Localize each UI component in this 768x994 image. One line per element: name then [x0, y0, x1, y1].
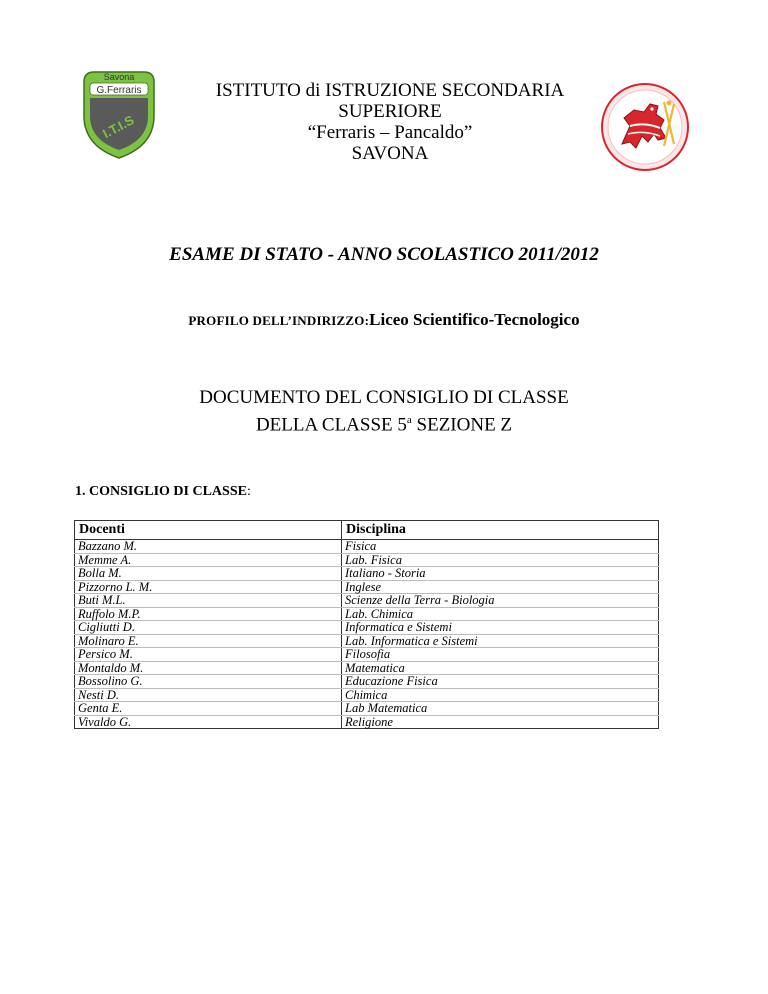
logo-top-text: Savona: [103, 72, 135, 82]
teacher-cell: Cigliutti D.: [75, 621, 342, 635]
table-row: [75, 702, 659, 716]
teacher-cell: Persico M.: [75, 648, 342, 662]
section-colon: :: [246, 484, 251, 499]
institute-line-4: SAVONA: [351, 143, 429, 164]
institute-line-1: ISTITUTO di ISTRUZIONE SECONDARIA: [215, 80, 565, 101]
itis-ferraris-logo: [80, 68, 158, 160]
exam-title: ESAME DI STATO - ANNO SCOLASTICO 2011/2012: [169, 244, 599, 265]
document-line-2-text: DELLA CLASSE 5: [255, 414, 407, 436]
teacher-cell: Bolla M.: [75, 567, 342, 581]
subject-cell: Chimica: [342, 688, 659, 702]
subject-cell: Fisica: [342, 540, 659, 554]
subject-cell: Lab Matematica: [342, 702, 659, 716]
document-line-1: DOCUMENTO DEL CONSIGLIO DI CLASSE: [199, 387, 569, 408]
table-header-row: [75, 521, 659, 540]
subject-cell: Informatica e Sistemi: [342, 621, 659, 635]
document-line-2: [0, 409, 768, 436]
teacher-cell: Genta E.: [75, 702, 342, 716]
table-row: [75, 580, 659, 594]
teacher-cell: Nesti D.: [75, 688, 342, 702]
teacher-cell: Bossolino G.: [75, 675, 342, 689]
table-row: [75, 594, 659, 608]
class-ordinal: a: [406, 414, 412, 426]
class-council-table: [74, 520, 659, 729]
subject-cell: Educazione Fisica: [342, 675, 659, 689]
teacher-cell: Memme A.: [75, 553, 342, 567]
table-row: [75, 688, 659, 702]
subject-cell: Matematica: [342, 661, 659, 675]
profile-line: [0, 310, 768, 330]
section-heading: [75, 484, 251, 500]
institute-heading: [180, 80, 600, 164]
table-row: [75, 648, 659, 662]
lion-crest-icon: [600, 82, 690, 172]
teacher-cell: Ruffolo M.P.: [75, 607, 342, 621]
header-docenti: Docenti: [75, 521, 342, 540]
subject-cell: Inglese: [342, 580, 659, 594]
header-disciplina: Disciplina: [342, 521, 659, 540]
table-row: [75, 621, 659, 635]
teacher-cell: Molinaro E.: [75, 634, 342, 648]
table-row: [75, 553, 659, 567]
teacher-cell: Montaldo M.: [75, 661, 342, 675]
teacher-cell: Bazzano M.: [75, 540, 342, 554]
profile-value: Liceo Scientifico-Tecnologico: [369, 310, 580, 329]
logo-bottom-text: I.T.I.S: [100, 112, 137, 142]
table-row: [75, 715, 659, 729]
document-heading: [0, 387, 768, 436]
subject-cell: Religione: [342, 715, 659, 729]
institute-line-2: SUPERIORE: [338, 101, 442, 122]
profile-label: PROFILO DELL’INDIRIZZO:: [188, 313, 370, 328]
table-row: [75, 567, 659, 581]
logo-middle-text: G.Ferraris: [96, 85, 142, 96]
institute-line-3: “Ferraris – Pancaldo”: [307, 122, 473, 143]
teacher-cell: Buti M.L.: [75, 594, 342, 608]
table-row: [75, 607, 659, 621]
table-row: [75, 675, 659, 689]
subject-cell: Scienze della Terra - Biologia: [342, 594, 659, 608]
subject-cell: Lab. Chimica: [342, 607, 659, 621]
subject-cell: Italiano - Storia: [342, 567, 659, 581]
document-line-2-section: SEZIONE Z: [411, 414, 513, 436]
subject-cell: Filosofia: [342, 648, 659, 662]
table-row: [75, 540, 659, 554]
teacher-cell: Pizzorno L. M.: [75, 580, 342, 594]
teacher-cell: Vivaldo G.: [75, 715, 342, 729]
table-row: [75, 634, 659, 648]
section-title: 1. CONSIGLIO DI CLASSE: [75, 484, 247, 499]
subject-cell: Lab. Fisica: [342, 553, 659, 567]
table-row: [75, 661, 659, 675]
subject-cell: Lab. Informatica e Sistemi: [342, 634, 659, 648]
